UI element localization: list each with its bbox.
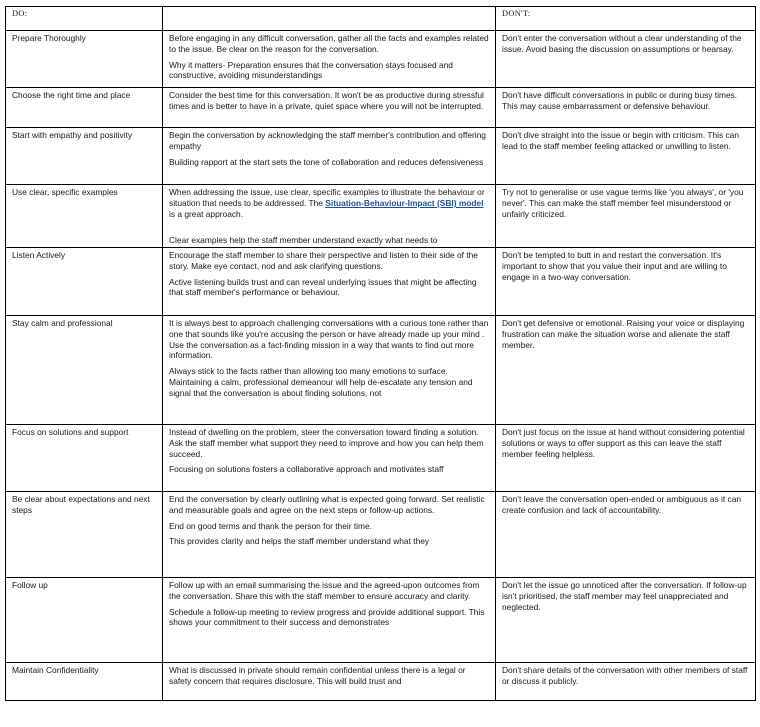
- table-row: [6, 425, 756, 492]
- dont-cell: Don't let the issue go unnoticed after the conversation. If follow-up isn't prioritised, the staff member may feel unappreciated and neglected.: [496, 578, 756, 663]
- do-cell: [163, 31, 496, 88]
- sbi-model-link[interactable]: Situation-Behaviour-Impact (SBI) model: [325, 197, 484, 208]
- do-paragraph: What is discussed in private should remain confidential unless there is a legal or safety concern that requires disclosure. This will build trust and: [169, 665, 466, 686]
- do-paragraph: End the conversation by clearly outlining what is expected going forward. Set realistic and measurable goals and agree on the next steps or follow-up actions.: [169, 494, 485, 515]
- dont-cell: Don't enter the conversation without a clear understanding of the issue. Avoid basing the discussion on assumptions or hearsay.: [496, 31, 756, 88]
- do-paragraph: Building rapport at the start sets the tone of collaboration and reduces defensiveness: [169, 156, 484, 167]
- do-paragraph: Active listening builds trust and can reveal underlying issues that might be affecting that staff member's performance or behaviour.: [169, 276, 477, 298]
- do-paragraph: Always stick to the facts rather than allowing too many emotions to surface. Maintaining a calm, professional demeanour will help de-escalate any tension and signal that the conversation is about finding solutions, not: [169, 366, 473, 398]
- do-paragraph: Encourage the staff member to share their perspective and listen to their side of the story. Make eye contact, nod and ask clarifying questions.: [169, 250, 478, 271]
- table-row: [6, 128, 756, 185]
- guidance-table: [5, 6, 756, 701]
- do-text: is a great approach.: [169, 208, 244, 219]
- do-cell: [163, 88, 496, 128]
- do-column-header: DO:: [6, 7, 163, 31]
- table-row: [6, 248, 756, 316]
- middle-column-header: [163, 7, 496, 31]
- do-cell: [163, 248, 496, 316]
- do-cell: [163, 425, 496, 492]
- row-label: Use clear, specific examples: [6, 185, 163, 248]
- do-cell: [163, 663, 496, 701]
- do-paragraph: End on good terms and thank the person for their time.: [169, 520, 372, 531]
- do-paragraph: Follow up with an email summarising the issue and the agreed-upon outcomes from the conversation. Share this with the staff member to ensure accuracy and clarity.: [169, 580, 480, 601]
- do-paragraph: This provides clarity and helps the staff member understand what they: [169, 536, 430, 547]
- do-paragraph: It is always best to approach challenging conversations with a curious tone rather than one that sounds like you're accusing the person or have already made up your mind . Use the conversation as a fact-finding mission in a way that wants to find out more information.: [169, 318, 489, 361]
- row-label: Listen Actively: [6, 248, 163, 316]
- do-paragraph: Why it matters- Preparation ensures that the conversation stays focused and constructive, avoiding misunderstandings: [169, 59, 453, 81]
- row-label: Be clear about expectations and next steps: [6, 492, 163, 578]
- do-paragraph: Consider the best time for this conversation. It won't be as productive during stressful times and is better to have in a private, quiet space where you will not be interrupted.: [169, 90, 484, 111]
- row-label: Follow up: [6, 578, 163, 663]
- table-row: [6, 185, 756, 248]
- table-row: [6, 31, 756, 88]
- row-label: Focus on solutions and support: [6, 425, 163, 492]
- do-paragraph: Schedule a follow-up meeting to review progress and provide additional support. This shows your commitment to their success and demonstrates: [169, 606, 485, 628]
- dont-cell: Don't have difficult conversations in public or during busy times. This may cause embarrassment or defensive behaviour.: [496, 88, 756, 128]
- do-cell: [163, 128, 496, 185]
- do-paragraph: Before engaging in any difficult conversation, gather all the facts and examples related to the issue. Be clear on the reason for the conversation.: [169, 33, 489, 54]
- table-row: [6, 578, 756, 663]
- table-row: [6, 663, 756, 701]
- row-label: Prepare Thoroughly: [6, 31, 163, 88]
- row-label: Maintain Confidentiality: [6, 663, 163, 701]
- table-row: [6, 316, 756, 425]
- dont-cell: Don't just focus on the issue at hand without considering potential solutions or ways to offer support as this can leave the staff member feeling helpless.: [496, 425, 756, 492]
- do-cell: [163, 316, 496, 425]
- do-cell: [163, 185, 496, 248]
- table-row: [6, 492, 756, 578]
- do-paragraph: Clear examples help the staff member understand exactly what needs to: [169, 235, 438, 246]
- row-label: Choose the right time and place: [6, 88, 163, 128]
- row-label: Start with empathy and positivity: [6, 128, 163, 185]
- do-text: When addressing the issue, use clear, specific examples to illustrate the behaviour or situation that needs to be addressed. The: [169, 187, 485, 208]
- dont-cell: Don't get defensive or emotional. Raising your voice or displaying frustration can make the situation worse and alienate the staff member.: [496, 316, 756, 425]
- dont-cell: Don't be tempted to butt in and restart the conversation. It's important to show that you value their input and are willing to engage in a two-way conversation.: [496, 248, 756, 316]
- do-paragraph: Focusing on solutions fosters a collaborative approach and motivates staff: [169, 464, 444, 475]
- do-paragraph: Begin the conversation by acknowledging the staff member's contribution and offering empathy: [169, 130, 486, 151]
- do-paragraph: [169, 187, 489, 219]
- do-cell: [163, 578, 496, 663]
- table-row: [6, 88, 756, 128]
- header-row: [6, 7, 756, 31]
- do-cell: [163, 492, 496, 578]
- do-paragraph: Instead of dwelling on the problem, steer the conversation toward finding a solution. Ask the staff member what support they need to improve and how you can help them succeed.: [169, 427, 484, 459]
- row-label: Stay calm and professional: [6, 316, 163, 425]
- dont-cell: Don't leave the conversation open-ended or ambiguous as it can create confusion and lack of accountability.: [496, 492, 756, 578]
- dont-column-header: DON'T:: [496, 7, 756, 31]
- dont-cell: Don't dive straight into the issue or begin with criticism. This can lead to the staff member feeling attacked or unwilling to listen.: [496, 128, 756, 185]
- dont-cell: Don't share details of the conversation with other members of staff or discuss it publicly.: [496, 663, 756, 701]
- dont-cell: Try not to generalise or use vague terms like 'you always', or 'you never'. This can make the staff member feel misunderstood or unfairly criticized.: [496, 185, 756, 248]
